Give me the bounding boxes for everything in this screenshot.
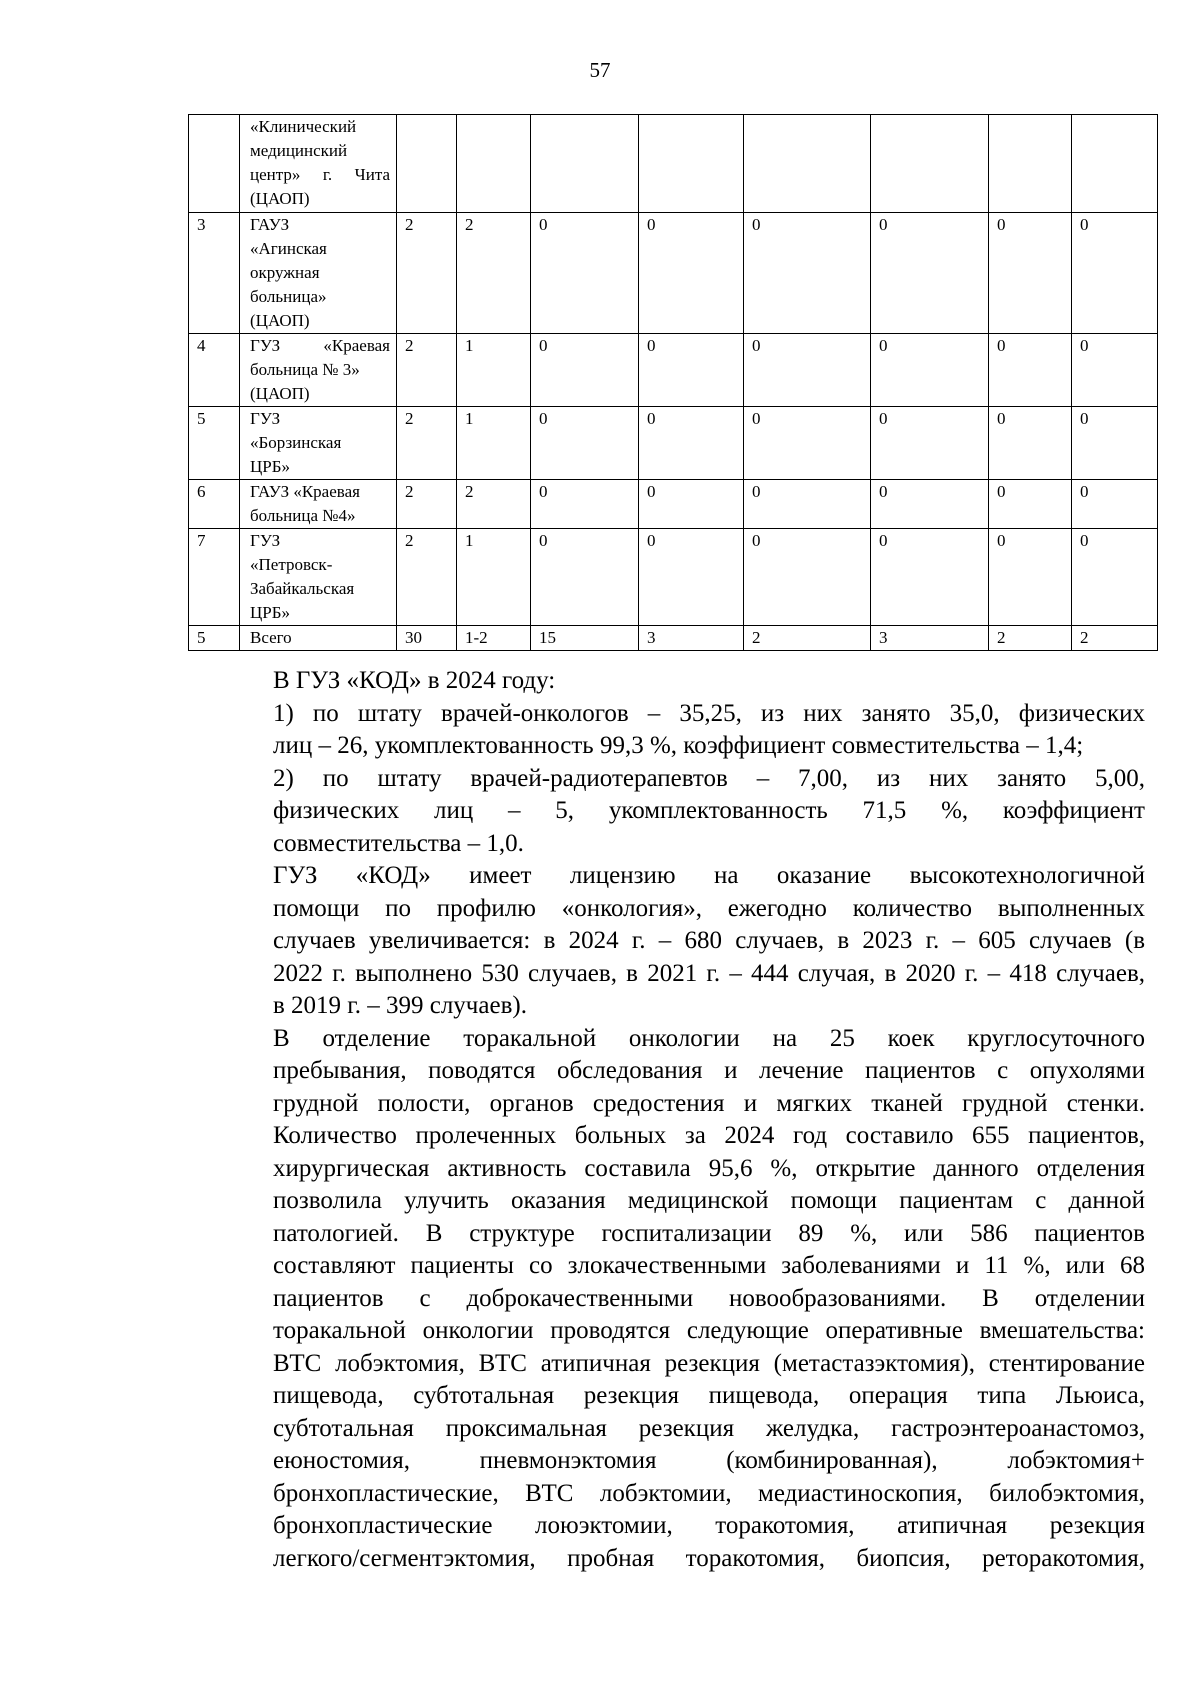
row-number-cell: 5 bbox=[189, 407, 240, 480]
text-line: ГУЗ «КОД» имеет лицензию на оказание высокотехнологичной bbox=[273, 862, 1145, 889]
institution-name-cell bbox=[240, 407, 397, 480]
text-line: 1) по штату врачей-онкологов – 35,25, из них занято 35,0, физических bbox=[273, 699, 1145, 727]
institution-name-cell bbox=[240, 213, 397, 334]
value-cell: 1 bbox=[457, 407, 531, 480]
value-cell bbox=[639, 115, 744, 213]
value-cell: 0 bbox=[531, 334, 639, 407]
text-line: торакальной онкологии проводятся следующие оперативные вмешательства: bbox=[273, 1317, 1145, 1344]
value-cell bbox=[1072, 115, 1158, 213]
institution-name-line: центр» г. Чита bbox=[250, 165, 390, 184]
text-line: субтотальная проксимальная резекция желудка, гастроэнтероанастомоз, bbox=[273, 1414, 1145, 1442]
institution-name-line: «Агинская bbox=[250, 239, 327, 258]
text-line: хирургическая активность составила 95,6 %, открытие данного отделения bbox=[273, 1154, 1145, 1182]
text-line: ВТС лобэктомия, ВТС атипичная резекция (метастазэктомия), стентирование bbox=[273, 1349, 1145, 1377]
table-row bbox=[189, 115, 1158, 213]
value-cell: 2 bbox=[397, 407, 457, 480]
text-line: помощи по профилю «онкология», ежегодно количество выполненных bbox=[273, 894, 1145, 922]
row-number-cell: 7 bbox=[189, 529, 240, 626]
value-cell bbox=[871, 115, 989, 213]
value-cell: 2 bbox=[397, 334, 457, 407]
page-number: 57 bbox=[589, 58, 611, 82]
institution-name-line: ЦРБ» bbox=[250, 457, 290, 476]
value-cell: 0 bbox=[1072, 213, 1158, 334]
value-cell: 1-2 bbox=[457, 626, 531, 651]
institution-name-line: окружная bbox=[250, 263, 320, 282]
institution-name-line: Забайкальская bbox=[250, 579, 355, 598]
value-cell: 0 bbox=[989, 529, 1072, 626]
value-cell: 0 bbox=[989, 407, 1072, 480]
value-cell: 2 bbox=[1072, 626, 1158, 651]
value-cell: 3 bbox=[639, 626, 744, 651]
value-cell bbox=[457, 115, 531, 213]
value-cell: 2 bbox=[744, 626, 871, 651]
item-radiotherapists bbox=[202, 763, 1145, 861]
institution-name-cell bbox=[240, 480, 397, 529]
resources-table bbox=[188, 114, 1158, 651]
institution-name-line: больница №4» bbox=[250, 506, 356, 525]
institution-name-line: ЦРБ» bbox=[250, 603, 290, 622]
value-cell: 0 bbox=[871, 334, 989, 407]
table-body bbox=[189, 115, 1158, 651]
value-cell: 0 bbox=[1072, 334, 1158, 407]
value-cell: 0 bbox=[531, 213, 639, 334]
value-cell: 1 bbox=[457, 334, 531, 407]
institution-name-line: Всего bbox=[250, 628, 292, 647]
value-cell: 2 bbox=[397, 480, 457, 529]
text-line: еюностомия, пневмонэктомия (комбинированная), лобэктомия+ bbox=[273, 1447, 1145, 1474]
institution-name-line: ГУЗ bbox=[250, 409, 281, 428]
text-line: совместительства – 1,0. bbox=[273, 829, 524, 857]
value-cell: 0 bbox=[989, 213, 1072, 334]
table-row bbox=[189, 480, 1158, 529]
institution-name-line: (ЦАОП) bbox=[250, 384, 310, 403]
value-cell: 0 bbox=[1072, 480, 1158, 529]
institution-name-line: ГУЗ «Краевая bbox=[250, 336, 390, 355]
value-cell: 0 bbox=[531, 407, 639, 480]
value-cell: 15 bbox=[531, 626, 639, 651]
table-row bbox=[189, 407, 1158, 480]
value-cell: 0 bbox=[1072, 529, 1158, 626]
value-cell: 0 bbox=[989, 334, 1072, 407]
institution-name-line: больница № 3» bbox=[250, 360, 360, 379]
value-cell: 2 bbox=[457, 480, 531, 529]
text-line: Количество пролеченных больных за 2024 год составило 655 пациентов, bbox=[273, 1122, 1145, 1149]
institution-name-line: (ЦАОП) bbox=[250, 311, 310, 330]
value-cell: 0 bbox=[871, 213, 989, 334]
table-row bbox=[189, 213, 1158, 334]
table-row bbox=[189, 529, 1158, 626]
value-cell bbox=[989, 115, 1072, 213]
value-cell: 0 bbox=[744, 213, 871, 334]
institution-name-line: больница» bbox=[250, 287, 327, 306]
row-number-cell: 5 bbox=[189, 626, 240, 651]
value-cell bbox=[397, 115, 457, 213]
value-cell: 0 bbox=[744, 529, 871, 626]
text-line: бронхопластические лоюэктомии, торакотомия, атипичная резекция bbox=[273, 1512, 1145, 1539]
value-cell: 0 bbox=[989, 480, 1072, 529]
text-line: 2) по штату врачей-радиотерапевтов – 7,00, из них занято 5,00, bbox=[273, 764, 1145, 792]
institution-name-line: «Клинический bbox=[250, 117, 357, 136]
row-number-cell: 6 bbox=[189, 480, 240, 529]
value-cell: 0 bbox=[871, 480, 989, 529]
text-line: составляют пациенты со злокачественными заболеваниями и 11 %, или 68 bbox=[273, 1252, 1145, 1279]
institution-name-cell bbox=[240, 334, 397, 407]
intro-line bbox=[202, 665, 1145, 698]
value-cell: 0 bbox=[744, 480, 871, 529]
value-cell: 2 bbox=[397, 529, 457, 626]
text-line: физических лиц – 5, укомплектованность 71,5 %, коэффициент bbox=[273, 797, 1145, 824]
row-number-cell: 4 bbox=[189, 334, 240, 407]
institution-name-line: «Петровск- bbox=[250, 555, 333, 574]
text-line: бронхопластические, ВТС лобэктомии, медиастиноскопия, билобэктомия, bbox=[273, 1479, 1145, 1507]
row-number-cell: 3 bbox=[189, 213, 240, 334]
value-cell: 30 bbox=[397, 626, 457, 651]
value-cell: 0 bbox=[531, 529, 639, 626]
row-number-cell bbox=[189, 115, 240, 213]
value-cell: 0 bbox=[744, 334, 871, 407]
text-line: грудной полости, органов средостения и мягких тканей грудной стенки. bbox=[273, 1089, 1145, 1117]
paragraph-thoracic bbox=[202, 1023, 1145, 1576]
text-line: позволила улучить оказания медицинской помощи пациентам с данной bbox=[273, 1187, 1145, 1214]
value-cell bbox=[744, 115, 871, 213]
text-line: в 2019 г. – 399 случаев). bbox=[273, 992, 527, 1019]
institution-name-cell bbox=[240, 626, 397, 651]
value-cell: 0 bbox=[639, 407, 744, 480]
institution-name-line: медицинский bbox=[250, 141, 348, 160]
value-cell: 2 bbox=[989, 626, 1072, 651]
institution-name-line: (ЦАОП) bbox=[250, 189, 310, 208]
institution-name-cell bbox=[240, 115, 397, 213]
text-line: 2022 г. выполнено 530 случаев, в 2021 г. – 444 случая, в 2020 г. – 418 случаев, bbox=[273, 959, 1145, 987]
value-cell: 0 bbox=[639, 213, 744, 334]
value-cell bbox=[531, 115, 639, 213]
value-cell: 3 bbox=[871, 626, 989, 651]
paragraph-license bbox=[202, 860, 1145, 1023]
value-cell: 0 bbox=[744, 407, 871, 480]
value-cell: 0 bbox=[639, 480, 744, 529]
table-row bbox=[189, 334, 1158, 407]
institution-name-cell bbox=[240, 529, 397, 626]
value-cell: 0 bbox=[871, 407, 989, 480]
value-cell: 2 bbox=[397, 213, 457, 334]
value-cell: 0 bbox=[531, 480, 639, 529]
value-cell: 1 bbox=[457, 529, 531, 626]
value-cell: 0 bbox=[639, 529, 744, 626]
text-line: В ГУЗ «КОД» в 2024 году: bbox=[273, 667, 556, 694]
value-cell: 0 bbox=[871, 529, 989, 626]
table-row bbox=[189, 626, 1158, 651]
text-line: пищевода, субтотальная резекция пищевода, операция типа Льюиса, bbox=[273, 1382, 1145, 1409]
value-cell: 0 bbox=[639, 334, 744, 407]
text-line: патологией. В структуре госпитализации 89 %, или 586 пациентов bbox=[273, 1219, 1145, 1247]
text-line: пребывания, поводятся обследования и лечение пациентов с опухолями bbox=[273, 1057, 1145, 1084]
value-cell: 2 bbox=[457, 213, 531, 334]
text-line: случаев увеличивается: в 2024 г. – 680 случаев, в 2023 г. – 605 случаев (в bbox=[273, 927, 1145, 954]
text-line: легкого/сегментэктомия, пробная торакотомия, биопсия, реторакотомия, bbox=[273, 1544, 1145, 1572]
value-cell: 0 bbox=[1072, 407, 1158, 480]
body-text bbox=[202, 665, 1145, 1575]
item-oncologists bbox=[202, 698, 1145, 763]
text-line: лиц – 26, укомплектованность 99,3 %, коэффициент совместительства – 1,4; bbox=[273, 732, 1084, 759]
institution-name-line: ГУЗ bbox=[250, 531, 281, 550]
institution-name-line: ГАУЗ «Краевая bbox=[250, 482, 360, 501]
text-line: пациентов с доброкачественными новообразованиями. В отделении bbox=[273, 1284, 1145, 1312]
institution-name-line: ГАУЗ bbox=[250, 215, 290, 234]
institution-name-line: «Борзинская bbox=[250, 433, 342, 452]
text-line: В отделение торакальной онкологии на 25 коек круглосуточного bbox=[273, 1024, 1145, 1052]
